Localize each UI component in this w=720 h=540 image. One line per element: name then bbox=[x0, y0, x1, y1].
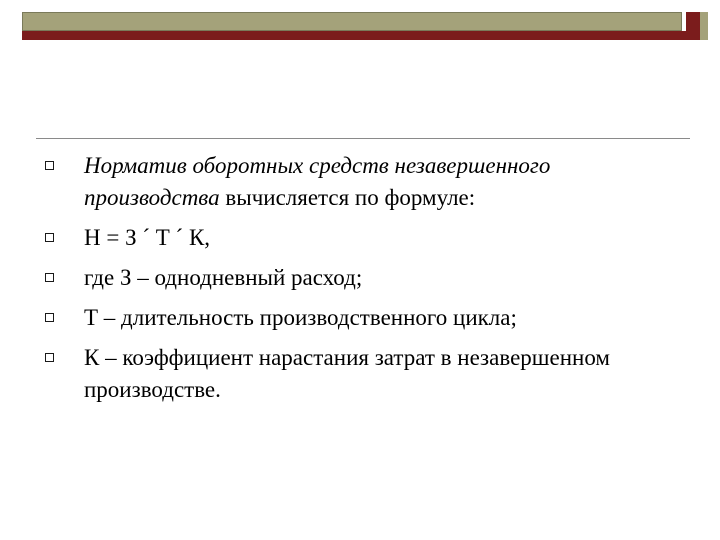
bullet-list bbox=[40, 150, 680, 414]
definition-normal-text: вычисляется по формуле: bbox=[219, 185, 476, 210]
bullet-item-definition bbox=[40, 150, 680, 214]
title-divider bbox=[36, 138, 690, 139]
z-definition-text: где З – однодневный расход; bbox=[84, 265, 363, 290]
square-bullet-icon bbox=[45, 313, 54, 322]
bullet-item-k bbox=[40, 342, 680, 406]
bullet-item-t bbox=[40, 302, 680, 334]
t-definition-text: Т – длительность производственного цикла; bbox=[84, 305, 517, 330]
formula-text: Н = З ´ Т ´ К, bbox=[84, 225, 211, 250]
header-corner-olive bbox=[700, 12, 708, 40]
header-band-maroon bbox=[22, 31, 686, 40]
bullet-item-formula bbox=[40, 222, 680, 254]
header-corner-maroon bbox=[686, 12, 700, 40]
square-bullet-icon bbox=[45, 273, 54, 282]
square-bullet-icon bbox=[45, 353, 54, 362]
square-bullet-icon bbox=[45, 233, 54, 242]
bullet-item-z bbox=[40, 262, 680, 294]
definition-italic-text: Норматив оборотных средств незавершенного производства bbox=[84, 153, 551, 210]
header-band-olive bbox=[22, 12, 682, 31]
square-bullet-icon bbox=[45, 161, 54, 170]
k-definition-text: К – коэффициент нарастания затрат в незавершенном производстве. bbox=[84, 345, 610, 402]
